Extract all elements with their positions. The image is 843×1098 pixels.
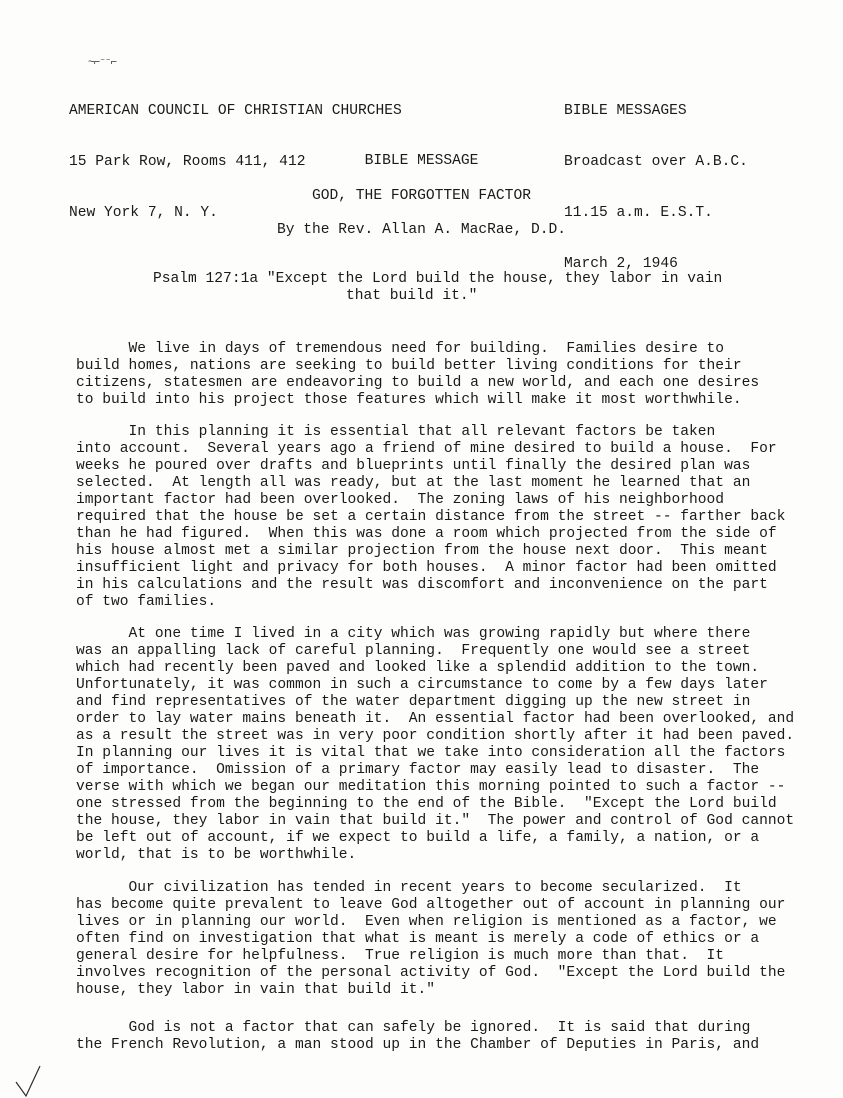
paragraph-4-line: involves recognition of the personal activity of God. "Except the Lord build the bbox=[76, 965, 786, 981]
author-byline: By the Rev. Allan A. MacRae, D.D. bbox=[276, 222, 566, 238]
document-heading: BIBLE MESSAGE bbox=[364, 153, 479, 169]
paragraph-2-line: selected. At length all was ready, but at the last moment he learned that an bbox=[76, 475, 751, 491]
paragraph-2-line: his house almost met a similar projection from the house next door. This meant bbox=[76, 543, 768, 559]
paragraph-3-line: of importance. Omission of a primary factor may easily lead to disaster. The bbox=[76, 762, 760, 778]
paragraph-3-line: one stressed from the beginning to the end of the Bible. "Except the Lord build bbox=[76, 796, 777, 812]
paragraph-3-line: which had recently been paved and looked like a splendid addition to the town. bbox=[76, 660, 760, 676]
paragraph-3-line: Unfortunately, it was common in such a circumstance to come by a few days later bbox=[76, 677, 768, 693]
paragraph-2-line: than he had figured. When this was done a room which projected from the side of bbox=[76, 526, 777, 542]
paragraph-3-line: In planning our lives it is vital that we take into consideration all the factors bbox=[76, 745, 786, 761]
paragraph-3-line: as a result the street was in very poor condition shortly after it had been paved. bbox=[76, 728, 795, 744]
paragraph-3-line: the house, they labor in vain that build it." The power and control of God cannot bbox=[76, 813, 795, 829]
paragraph-3-line: world, that is to be worthwhile. bbox=[76, 847, 357, 863]
paragraph-4-line: lives or in planning our world. Even when religion is mentioned as a factor, we bbox=[76, 914, 777, 930]
sermon-title: GOD, THE FORGOTTEN FACTOR bbox=[312, 188, 531, 204]
broadcast-header bbox=[564, 69, 748, 290]
paragraph-2-line: required that the house be set a certain distance from the street -- farther back bbox=[76, 509, 786, 525]
paragraph-4-line: often find on investigation that what is meant is merely a code of ethics or a bbox=[76, 931, 760, 947]
paragraph-4-line: general desire for helpfulness. True religion is much more than that. It bbox=[76, 948, 725, 964]
paragraph-4-line: house, they labor in vain that build it." bbox=[76, 982, 436, 998]
org-name: AMERICAN COUNCIL OF CHRISTIAN CHURCHES bbox=[69, 103, 402, 119]
broadcast-date: March 2, 1946 bbox=[564, 256, 678, 272]
org-city: New York 7, N. Y. bbox=[69, 205, 218, 221]
paragraph-3-line: verse with which we began our meditation this morning pointed to such a factor -- bbox=[76, 779, 786, 795]
paragraph-1-line: citizens, statesmen are endeavoring to build a new world, and each one desires bbox=[76, 375, 760, 391]
paragraph-3-line: At one time I lived in a city which was growing rapidly but where there bbox=[76, 626, 751, 642]
paragraph-1-line: build homes, nations are seeking to build better living conditions for their bbox=[76, 358, 742, 374]
paragraph-2-line: into account. Several years ago a friend of mine desired to build a house. For bbox=[76, 441, 777, 457]
scripture-line-1: Psalm 127:1a "Except the Lord build the house, they labor in vain bbox=[153, 271, 723, 287]
paragraph-2-line: important factor had been overlooked. The zoning laws of his neighborhood bbox=[76, 492, 725, 508]
broadcast-time: 11.15 a.m. E.S.T. bbox=[564, 205, 713, 221]
paragraph-2-line: of two families. bbox=[76, 594, 217, 610]
paragraph-2-line: insufficient light and privacy for both houses. A minor factor had been omitted bbox=[76, 560, 777, 576]
corner-pen-mark bbox=[14, 1062, 44, 1098]
broadcast-network: Broadcast over A.B.C. bbox=[564, 154, 748, 170]
paragraph-3-line: and find representatives of the water department digging up the new street in bbox=[76, 694, 751, 710]
paragraph-1-line: We live in days of tremendous need for building. Families desire to bbox=[76, 341, 725, 357]
paragraph-4-line: has become quite prevalent to leave God altogether out of account in planning our bbox=[76, 897, 786, 913]
paragraph-4-line: Our civilization has tended in recent years to become secularized. It bbox=[76, 880, 742, 896]
paragraph-3-line: be left out of account, if we expect to build a life, a family, a nation, or a bbox=[76, 830, 760, 846]
org-address: 15 Park Row, Rooms 411, 412 bbox=[69, 154, 306, 170]
paragraph-2-line: In this planning it is essential that all relevant factors be taken bbox=[76, 424, 716, 440]
scripture-line-2: that build it." bbox=[346, 288, 478, 304]
paragraph-2-line: weeks he poured over drafts and blueprints until finally the desired plan was bbox=[76, 458, 751, 474]
paragraph-5-line: the French Revolution, a man stood up in the Chamber of Deputies in Paris, and bbox=[76, 1037, 760, 1053]
paragraph-2-line: in his calculations and the result was discomfort and inconvenience on the part bbox=[76, 577, 768, 593]
paragraph-3-line: was an appalling lack of careful planning. Frequently one would see a street bbox=[76, 643, 751, 659]
pencil-annotation: ~⌐⁻⁻⌐ bbox=[88, 57, 117, 69]
paragraph-5-line: God is not a factor that can safely be ignored. It is said that during bbox=[76, 1020, 751, 1036]
paragraph-3-line: order to lay water mains beneath it. An essential factor had been overlooked, and bbox=[76, 711, 795, 727]
series-name: BIBLE MESSAGES bbox=[564, 103, 687, 119]
paragraph-1-line: to build into his project those features which will make it most worthwhile. bbox=[76, 392, 742, 408]
